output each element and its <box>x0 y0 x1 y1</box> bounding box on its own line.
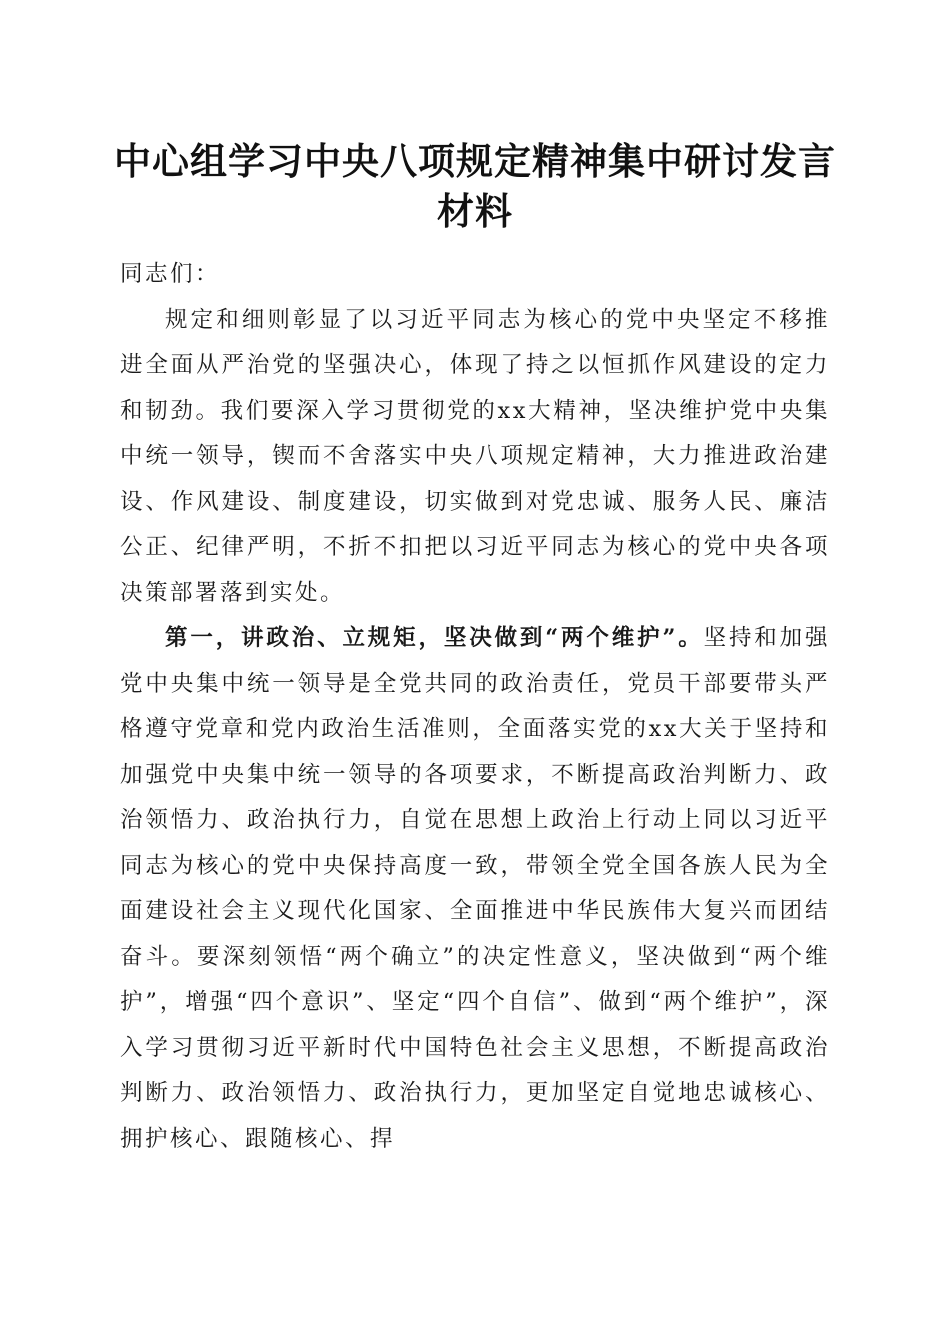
paragraph-2-text: 坚持和加强党中央集中统一领导是全党共同的政治责任，党员干部要带头严格遵守党章和党内政治生活准则，全面落实党的xx大关于坚持和加强党中央集中统一领导的各项要求，不断提高政治判断力、政治领悟力、政治执行力，自觉在思想上政治上行动上同以习近平同志为核心的党中央保持高度一致，带领全党全国各族人民为全面建设社会主义现代化国家、全面推进中华民族伟大复兴而团结奋斗。要深刻领悟“两个确立”的决定性意义，坚决做到“两个维护”，增强“四个意识”、坚定“四个自信”、做到“两个维护”，深入学习贯彻习近平新时代中国特色社会主义思想，不断提高政治判断力、政治领悟力、政治执行力，更加坚定自觉地忠诚核心、拥护核心、跟随核心、捍 <box>120 625 830 1152</box>
paragraph-1-text: 规定和细则彰显了以习近平同志为核心的党中央坚定不移推进全面从严治党的坚强决心，体现了持之以恒抓作风建设的定力和韧劲。我们要深入学习贯彻党的xx大精神，坚决维护党中央集中统一领导，锲而不舍落实中央八项规定精神，大力推进政治建设、作风建设、制度建设，切实做到对党忠诚、服务人民、廉洁公正、纪律严明，不折不扣把以习近平同志为核心的党中央各项决策部署落到实处。 <box>120 306 830 606</box>
document-body <box>120 252 830 1162</box>
paragraph-2 <box>120 616 830 1162</box>
document-title: 中心组学习中央八项规定精神集中研讨发言材料 <box>114 139 836 233</box>
paragraph-1 <box>120 298 830 617</box>
greeting: 同志们： <box>120 261 221 287</box>
paragraph-2-lead: 第一，讲政治、立规矩，坚决做到“两个维护”。 <box>165 625 704 651</box>
